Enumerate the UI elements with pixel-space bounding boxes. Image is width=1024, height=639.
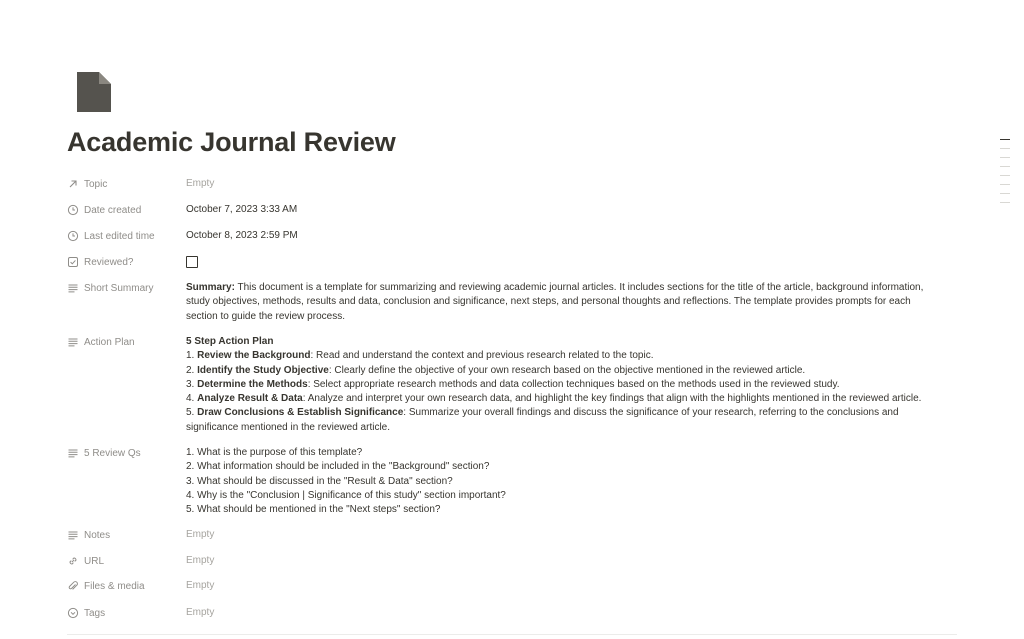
action-step bbox=[186, 392, 946, 406]
summary-bold-label: Summary: bbox=[186, 282, 235, 293]
last-edited-value: October 8, 2023 2:59 PM bbox=[186, 230, 298, 241]
step-text: : Read and understand the context and previous research related to the topic. bbox=[310, 350, 654, 362]
step-text: : Select appropriate research methods and data collection techniques based on the methods used in the reviewed study. bbox=[307, 378, 840, 390]
property-label[interactable] bbox=[67, 174, 177, 194]
step-number: 3. bbox=[186, 378, 198, 390]
step-title: Review the Background bbox=[197, 350, 311, 362]
toc-line[interactable] bbox=[1000, 166, 1010, 167]
step-title: Determine the Methods bbox=[197, 378, 308, 390]
step-number: 2. bbox=[186, 364, 198, 376]
property-label[interactable] bbox=[67, 525, 177, 545]
review-qs-value[interactable] bbox=[186, 446, 946, 517]
table-of-contents-minimap[interactable] bbox=[1000, 139, 1010, 211]
step-number: 5. bbox=[186, 407, 198, 419]
review-question: 3. What should be discussed in the "Result & Data" section? bbox=[186, 475, 453, 487]
property-label-text: Last edited time bbox=[84, 230, 155, 242]
link-icon bbox=[67, 555, 79, 567]
arrow-up-right-icon bbox=[67, 178, 79, 190]
files-media-value[interactable]: Empty bbox=[186, 580, 215, 591]
toc-line[interactable] bbox=[1000, 202, 1010, 203]
action-step-continuation: significance mentioned in the reviewed article. bbox=[186, 421, 390, 433]
text-lines-icon bbox=[67, 447, 79, 459]
step-title: Identify the Study Objective bbox=[197, 364, 329, 376]
date-created-value: October 7, 2023 3:33 AM bbox=[186, 204, 298, 215]
reviewed-checkbox[interactable] bbox=[186, 256, 198, 268]
property-label-text: Short Summary bbox=[84, 282, 154, 294]
step-number: 1. bbox=[186, 350, 198, 362]
action-plan-heading-text: 5 Step Action Plan bbox=[186, 336, 274, 347]
property-label-text: URL bbox=[84, 555, 105, 567]
list-select-icon bbox=[67, 607, 79, 619]
property-label-text: Action Plan bbox=[84, 336, 135, 348]
paperclip-icon bbox=[67, 580, 79, 592]
summary-line bbox=[186, 281, 946, 295]
toc-line[interactable] bbox=[1000, 148, 1010, 149]
property-label[interactable] bbox=[67, 278, 177, 298]
action-plan-value[interactable] bbox=[186, 335, 946, 435]
text-lines-icon bbox=[67, 529, 79, 541]
summary-line: study objectives, methods, results and data, conclusion and significance, next steps, and personal thoughts and reflections. The template provides prompts for each bbox=[186, 296, 911, 308]
toc-line[interactable] bbox=[1000, 193, 1010, 194]
page-title[interactable]: Academic Journal Review bbox=[67, 127, 396, 157]
topic-value[interactable]: Empty bbox=[186, 178, 215, 189]
url-value[interactable]: Empty bbox=[186, 555, 215, 566]
checkbox-icon bbox=[67, 256, 79, 268]
property-label[interactable] bbox=[67, 443, 177, 463]
action-step bbox=[186, 406, 946, 420]
toc-line[interactable] bbox=[1000, 175, 1010, 176]
action-step bbox=[186, 349, 946, 363]
property-label-text: Date created bbox=[84, 204, 142, 216]
property-label-text: 5 Review Qs bbox=[84, 447, 141, 459]
property-label-text: Tags bbox=[84, 607, 106, 619]
property-label[interactable] bbox=[67, 226, 177, 246]
review-question: 2. What information should be included in the "Background" section? bbox=[186, 461, 490, 473]
property-label[interactable] bbox=[67, 551, 177, 571]
summary-text: This document is a template for summarizing and reviewing academic journal articles. It includes sections for the title of the article, background information, bbox=[234, 282, 924, 293]
summary-line: section to guide the review process. bbox=[186, 310, 345, 322]
action-step bbox=[186, 364, 946, 378]
action-step bbox=[186, 378, 946, 392]
clock-icon bbox=[67, 230, 79, 242]
toc-line[interactable] bbox=[1000, 184, 1010, 185]
toc-line[interactable] bbox=[1000, 157, 1010, 158]
step-text: : Clearly define the objective of your own research based on the objective mentioned in the reviewed article. bbox=[328, 364, 806, 376]
short-summary-value[interactable] bbox=[186, 281, 946, 324]
property-label[interactable] bbox=[67, 576, 177, 596]
step-title: Analyze Result & Data bbox=[197, 393, 303, 405]
step-number: 4. bbox=[186, 393, 198, 405]
review-question: 4. Why is the "Conclusion | Significance of this study" section important? bbox=[186, 489, 506, 501]
review-question: 1. What is the purpose of this template? bbox=[186, 447, 363, 458]
step-text: : Summarize your overall findings and discuss the significance of your research, referring to the conclusions and bbox=[403, 407, 899, 419]
text-lines-icon bbox=[67, 336, 79, 348]
property-label[interactable] bbox=[67, 603, 177, 623]
property-label-text: Files & media bbox=[84, 580, 145, 592]
notes-value[interactable]: Empty bbox=[186, 529, 215, 540]
text-lines-icon bbox=[67, 282, 79, 294]
document-icon[interactable] bbox=[77, 72, 111, 112]
property-label[interactable] bbox=[67, 252, 177, 272]
property-label[interactable] bbox=[67, 332, 177, 352]
step-text: : Analyze and interpret your own research data, and highlight the key findings that align with the highlights mentioned in the reviewed article. bbox=[302, 393, 922, 405]
clock-icon bbox=[67, 204, 79, 216]
action-plan-heading bbox=[186, 335, 946, 349]
tags-value[interactable]: Empty bbox=[186, 607, 215, 618]
divider bbox=[67, 634, 957, 635]
review-question: 5. What should be mentioned in the "Next steps" section? bbox=[186, 504, 441, 516]
property-label-text: Reviewed? bbox=[84, 256, 134, 268]
property-label-text: Notes bbox=[84, 529, 111, 541]
property-label[interactable] bbox=[67, 200, 177, 220]
step-title: Draw Conclusions & Establish Significance bbox=[197, 407, 404, 419]
toc-line[interactable] bbox=[1000, 139, 1010, 140]
property-label-text: Topic bbox=[84, 178, 108, 190]
